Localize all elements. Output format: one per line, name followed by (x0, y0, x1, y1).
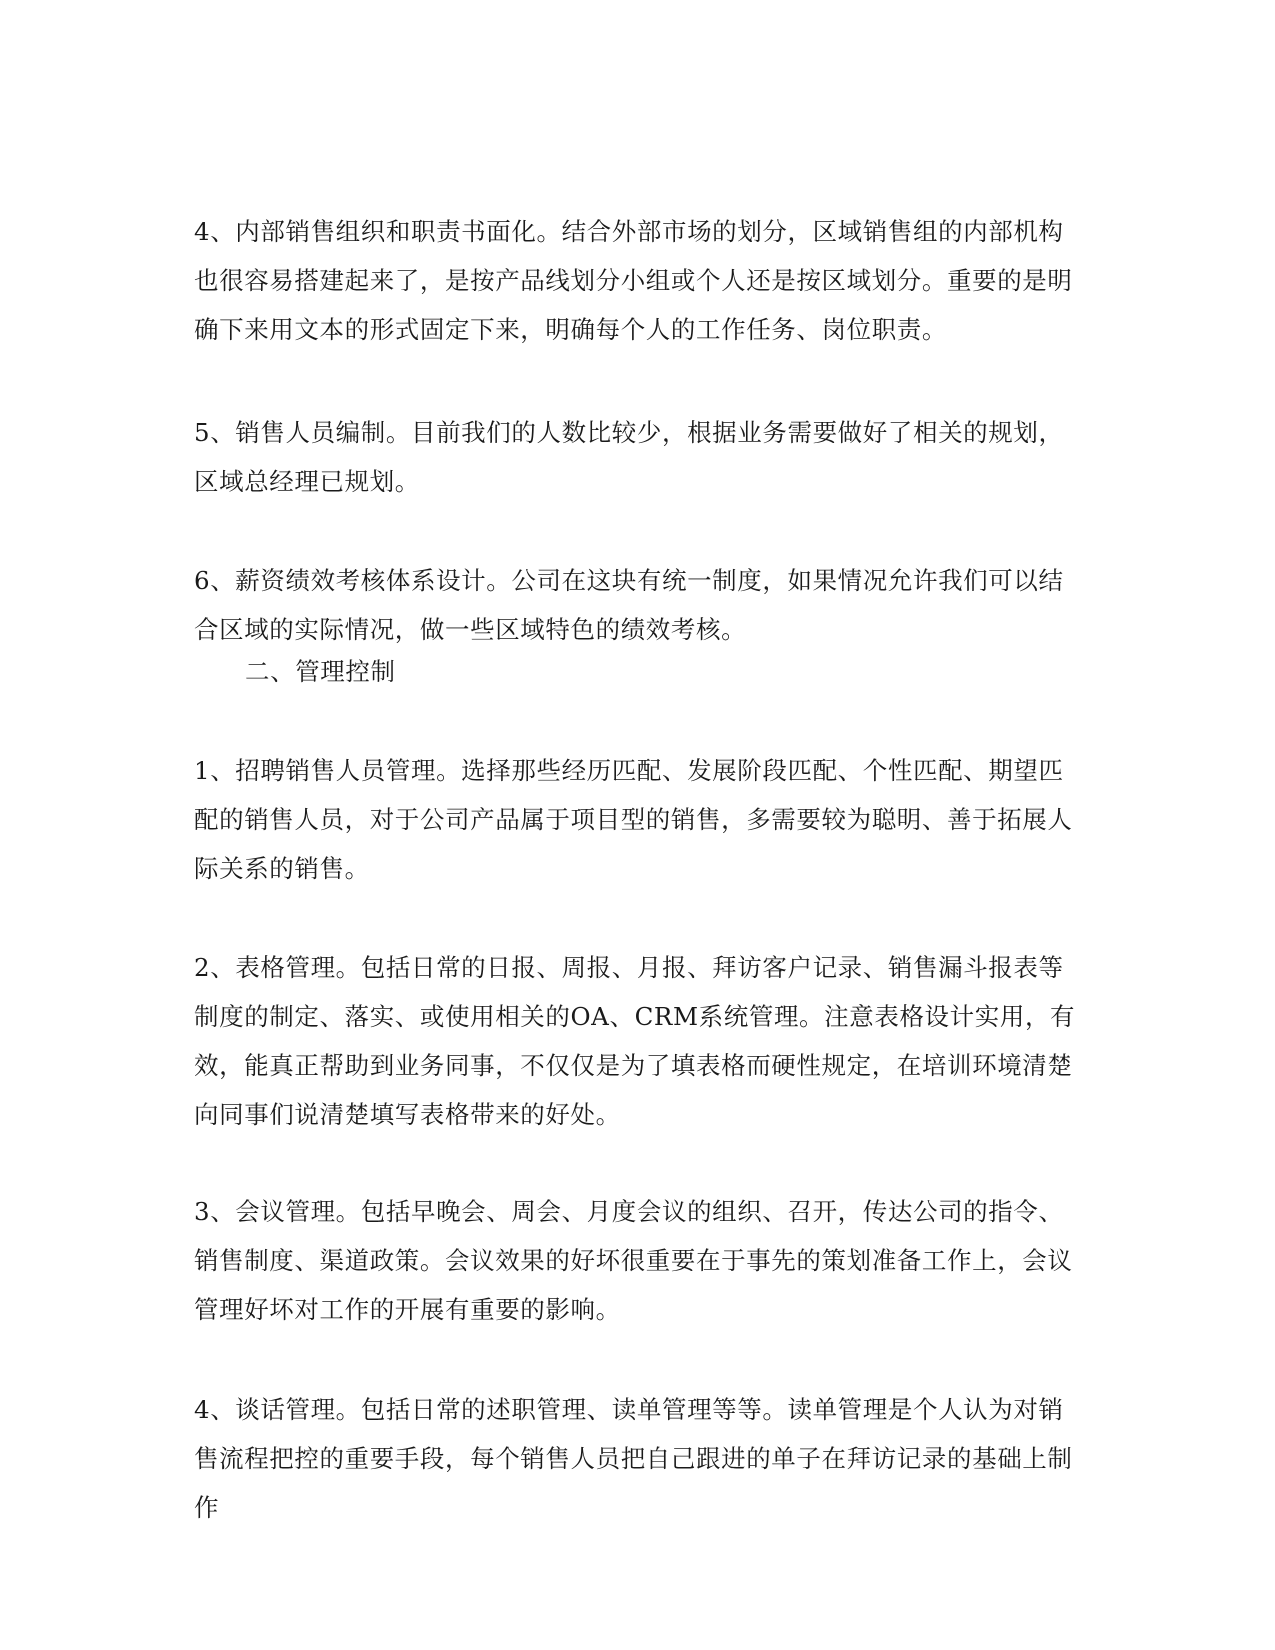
section-heading-management-control: 二、管理控制 (245, 657, 396, 686)
paragraph-forms-management: 2、表格管理。包括日常的日报、周报、月报、拜访客户记录、销售漏斗报表等制度的制定、落实、或使用相关的OA、CRM系统管理。注意表格设计实用，有效，能真正帮助到业务同事，不仅仅是为了填表格而硬性规定，在培训环境清楚向同事们说清楚填写表格带来的好处。 (194, 953, 1076, 1129)
paragraph-internal-sales-organization: 4、内部销售组织和职责书面化。结合外部市场的划分，区域销售组的内部机构也很容易搭建起来了，是按产品线划分小组或个人还是按区域划分。重要的是明确下来用文本的形式固定下来，明确每个人的工作任务、岗位职责。 (194, 217, 1073, 344)
paragraph-meeting-management: 3、会议管理。包括早晚会、周会、月度会议的组织、召开，传达公司的指令、销售制度、渠道政策。会议效果的好坏很重要在于事先的策划准备工作上，会议管理好坏对工作的开展有重要的影响。 (194, 1197, 1073, 1324)
paragraph-salary-performance: 6、薪资绩效考核体系设计。公司在这块有统一制度，如果情况允许我们可以结合区域的实际情况，做一些区域特色的绩效考核。 (194, 566, 1064, 644)
paragraph-recruitment-management: 1、招聘销售人员管理。选择那些经历匹配、发展阶段匹配、个性匹配、期望匹配的销售人员，对于公司产品属于项目型的销售，多需要较为聪明、善于拓展人际关系的销售。 (194, 756, 1073, 883)
paragraph-conversation-management: 4、谈话管理。包括日常的述职管理、读单管理等等。读单管理是个人认为对销售流程把控的重要手段，每个销售人员把自己跟进的单子在拜访记录的基础上制作 (194, 1395, 1073, 1522)
paragraph-sales-staffing: 5、销售人员编制。目前我们的人数比较少，根据业务需要做好了相关的规划，区域总经理已规划。 (194, 418, 1064, 496)
